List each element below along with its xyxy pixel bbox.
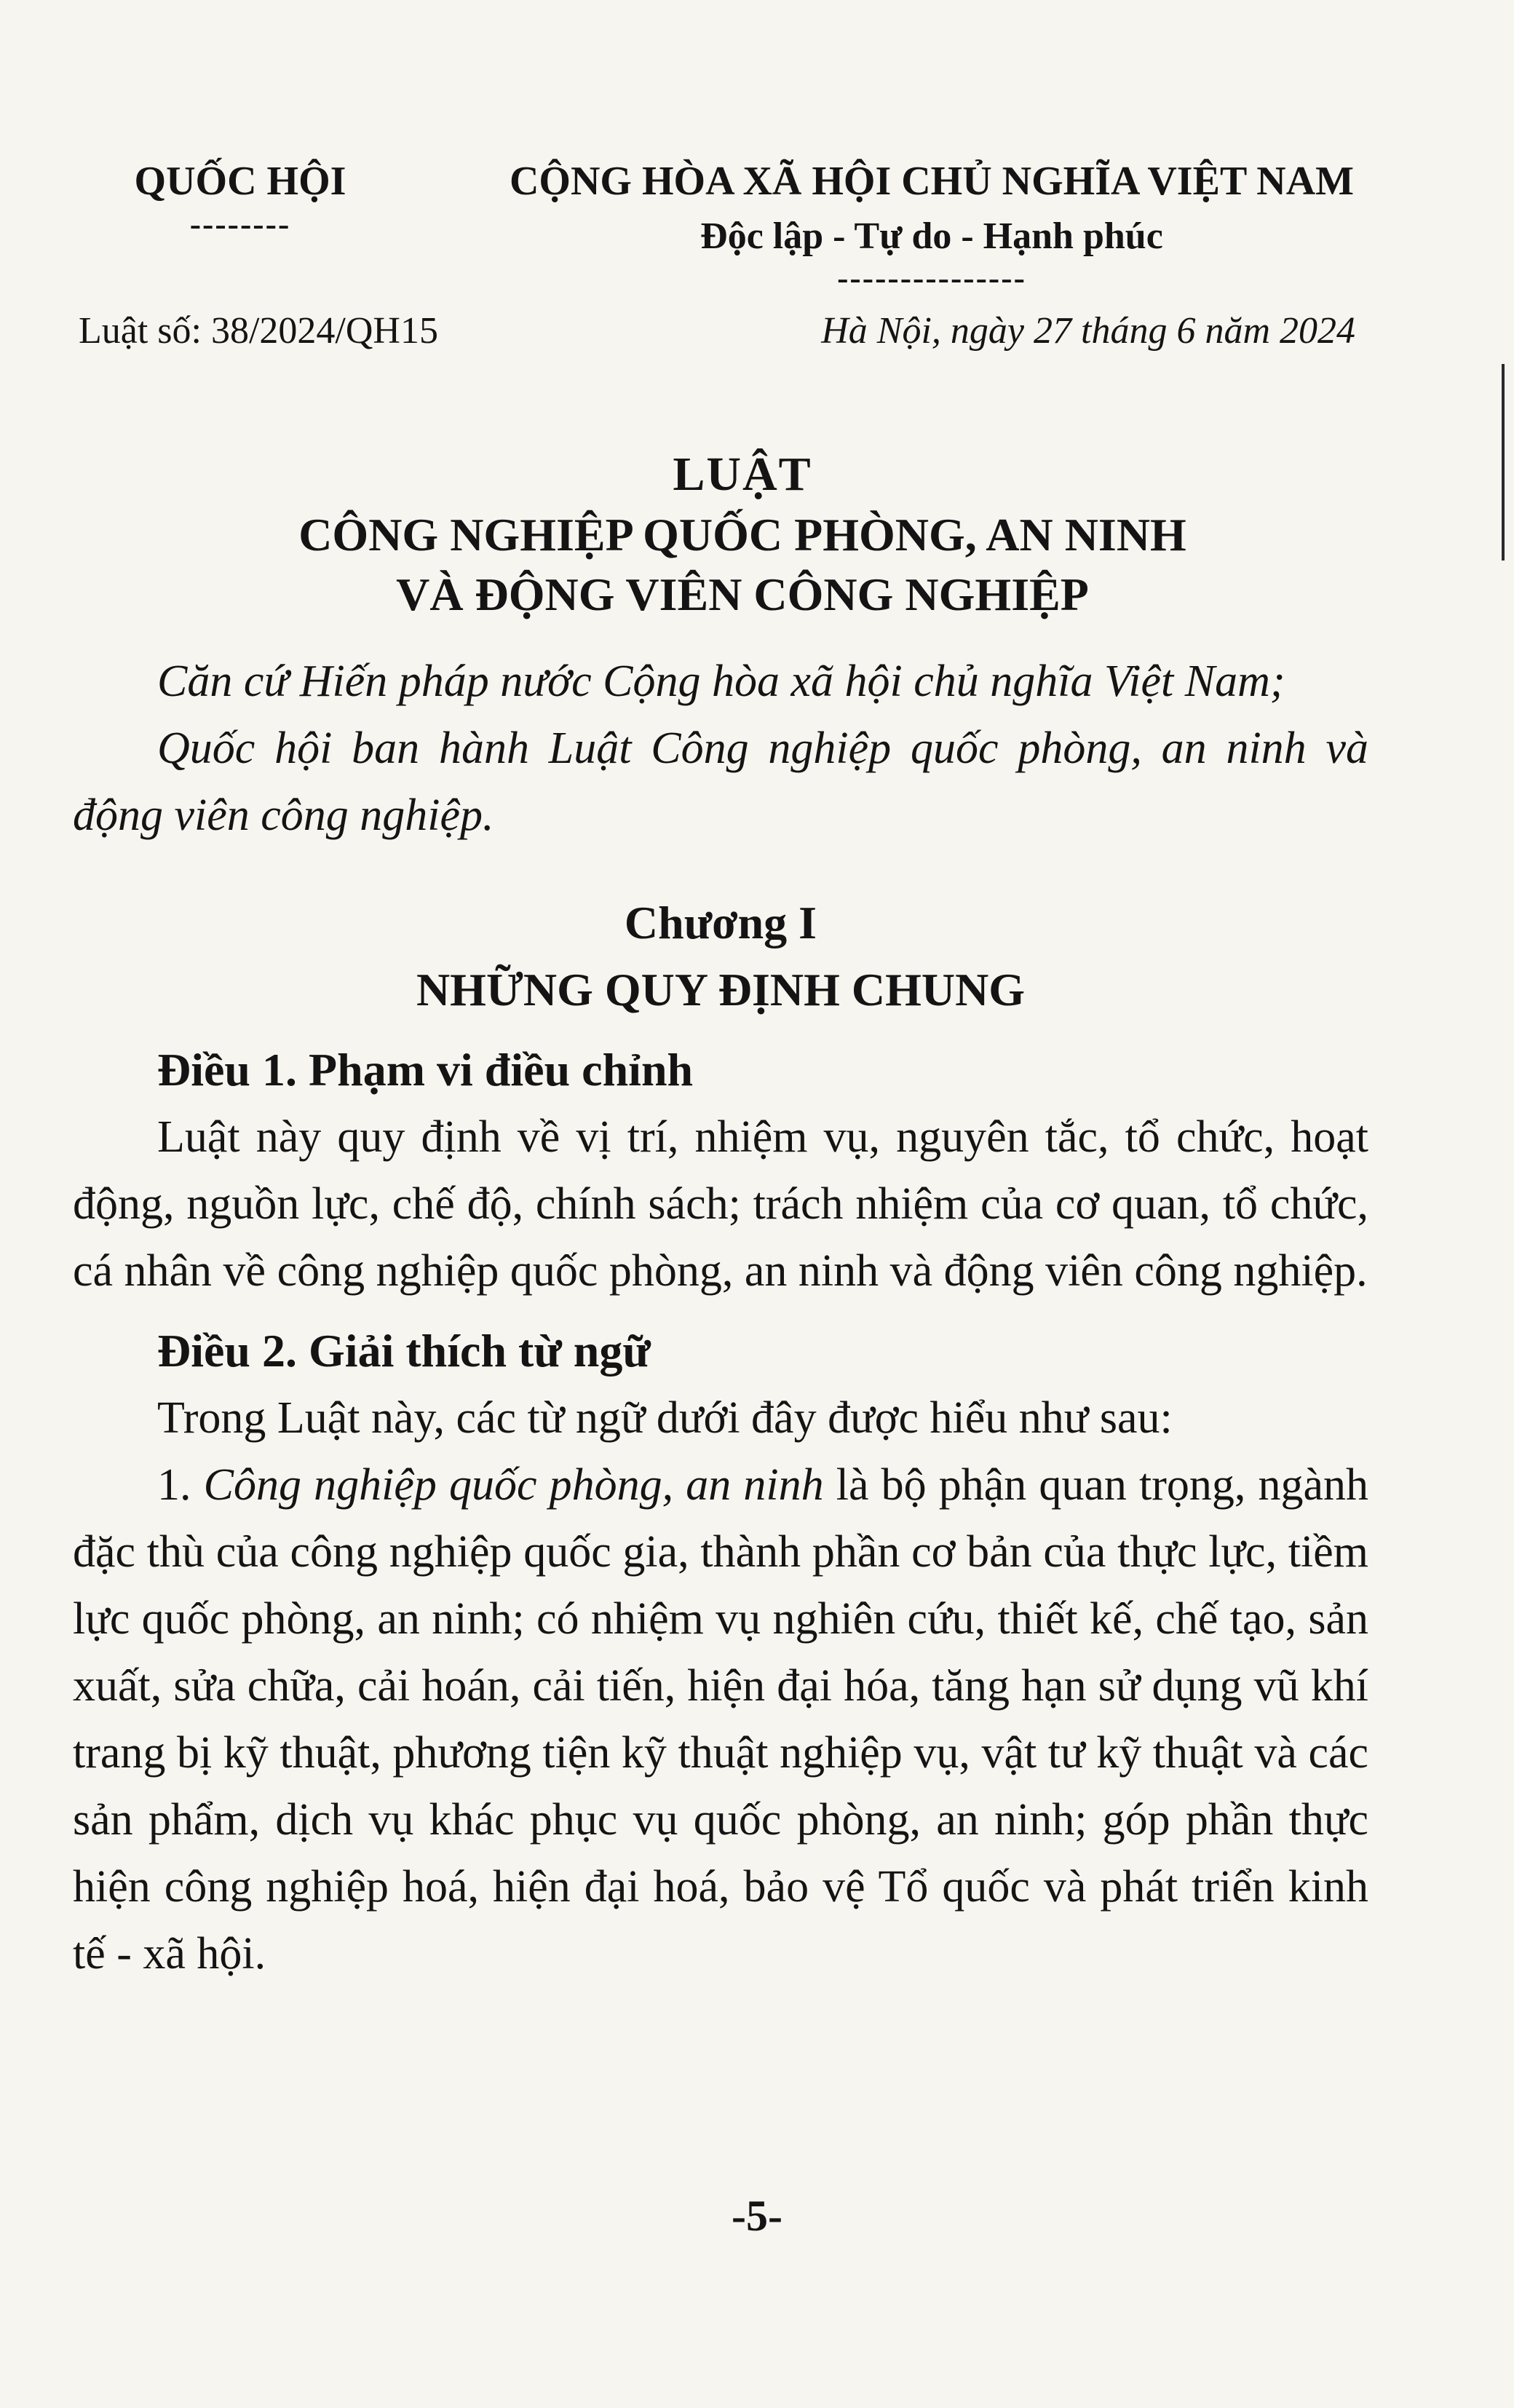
republic-name: CỘNG HÒA XÃ HỘI CHỦ NGHĨA VIỆT NAM [509,159,1355,204]
title-line-1: CÔNG NGHIỆP QUỐC PHÒNG, AN NINH [298,509,1186,561]
national-header [495,153,1368,296]
issuer-divider: -------- [189,205,291,242]
item-1-term: Công nghiệp quốc phòng, an ninh [203,1460,824,1510]
item-1-definition: là bộ phận quan trọng, ngành đặc thù của công nghiệp quốc gia, thành phần cơ bản của thực lực, tiềm lực quốc phòng, an ninh; có nhiệm vụ nghiên cứu, thiết kế, chế tạo, sản xuất, sửa chữa, cải hoán, cải tiến, hiện đại hóa, tăng hạn sử dụng vũ khí trang bị kỹ thuật, phương tiện kỹ thuật nghiệp vụ, vật tư kỹ thuật và các sản phẩm, dịch vụ khác phục vụ quốc phòng, an ninh; góp phần thực hiện công nghiệp hoá, hiện đại hoá, bảo vệ Tổ quốc và phát triển kinh tế - xã hội. [73,1460,1369,1979]
place-date: Hà Nội, ngày 27 tháng 6 năm 2024 [821,310,1355,352]
title-line-2: VÀ ĐỘNG VIÊN CÔNG NGHIỆP [396,569,1089,620]
preamble-basis: Căn cứ Hiến pháp nước Cộng hòa xã hội chủ nghĩa Việt Nam; [157,657,1285,706]
page-number: -5- [732,2192,782,2240]
article-2-heading: Điều 2. Giải thích từ ngữ [157,1325,651,1377]
issuer-name: QUỐC HỘI [134,159,346,204]
chapter-number: Chương I [624,897,817,948]
article-1-heading: Điều 1. Phạm vi điều chỉnh [157,1044,694,1096]
issuer-block [109,153,371,242]
national-motto: Độc lập - Tự do - Hạnh phúc [700,215,1163,257]
item-1-number: 1. [157,1460,204,1510]
article-1-text: Luật này quy định về vị trí, nhiệm vụ, nguyên tắc, tổ chức, hoạt động, nguồn lực, chế độ, chính sách; trách nhiệm của cơ quan, tổ chức, cá nhân về công nghiệp quốc phòng, an ninh và động viên công nghiệp. [73,1112,1368,1296]
page-edge-mark [1502,364,1505,561]
preamble-enact: Quốc hội ban hành Luật Công nghiệp quốc phòng, an ninh và động viên công nghiệp. [73,724,1368,840]
article-2-item-1 [73,1451,1368,1987]
article-2-intro: Trong Luật này, các từ ngữ dưới đây được hiểu như sau: [157,1393,1173,1443]
chapter-name: NHỮNG QUY ĐỊNH CHUNG [416,964,1026,1015]
title-main: LUẬT [673,448,812,501]
document-body [73,648,1368,1987]
document-title [73,444,1412,625]
law-number: Luật số: 38/2024/QH15 [79,310,438,352]
motto-divider: --------------- [837,259,1026,296]
